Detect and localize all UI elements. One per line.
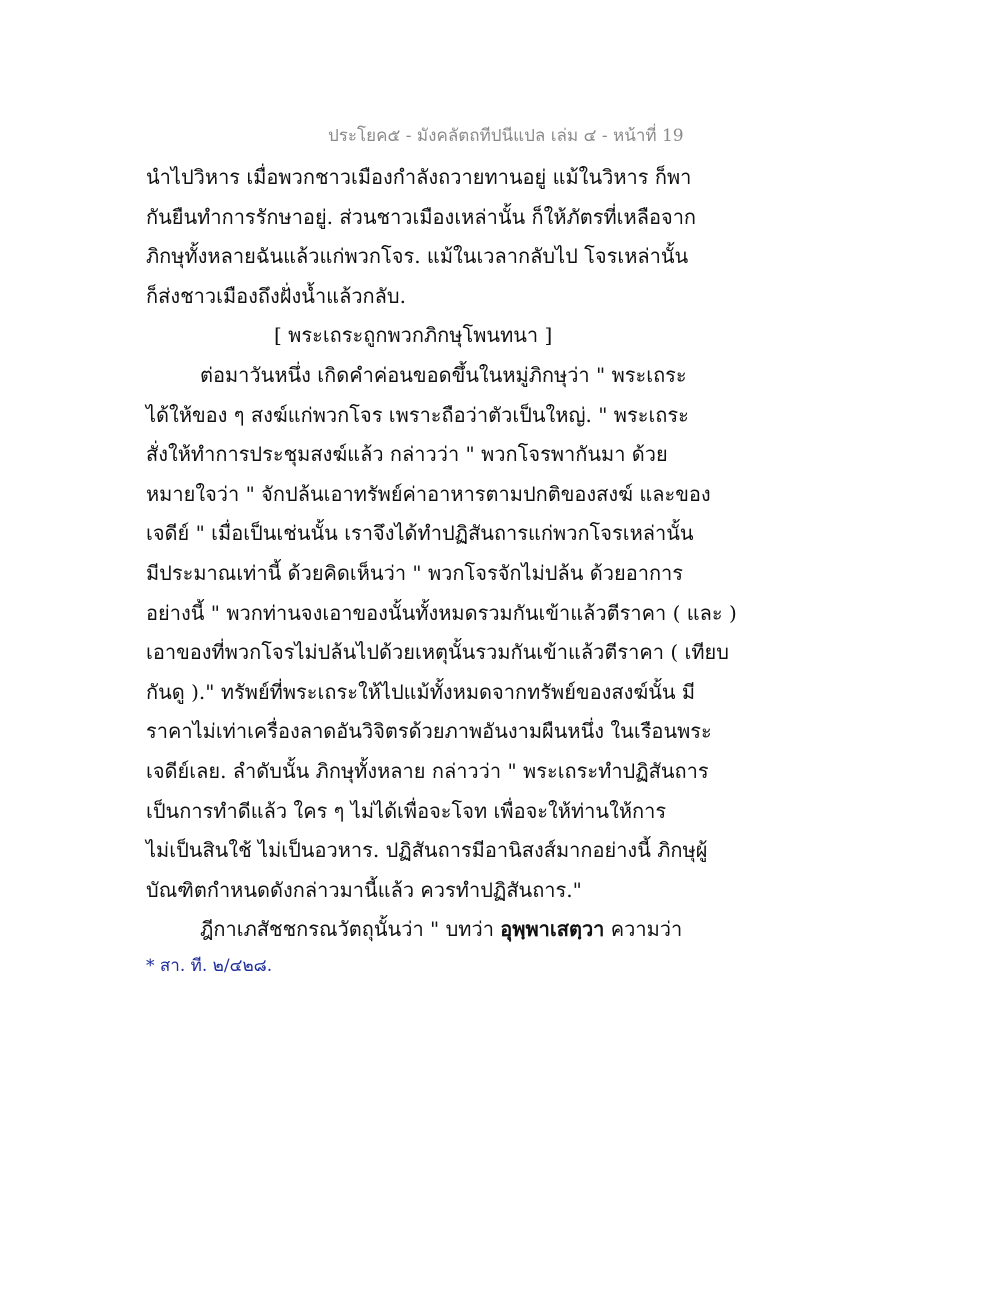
body-text [146, 158, 746, 950]
text-line: ก็ส่งชาวเมืองถึงฝั่งน้ำแล้วกลับ. [146, 283, 406, 308]
text-line: เจดีย์ " เมื่อเป็นเช่นนั้น เราจึงได้ทำปฏิสันถารแก่พวกโจรเหล่านั้น [146, 521, 694, 546]
text-line: เป็นการทำดีแล้ว ใคร ๆ ไม่ได้เพื่อจะโจท เพื่อจะให้ท่านให้การ [146, 798, 667, 823]
page-header: ประโยค๕ - มังคลัตถทีปนีแปล เล่ม ๔ - หน้าที่ 19 [328, 126, 684, 146]
text-line: เอาของที่พวกโจรไม่ปล้นไปด้วยเหตุนั้นรวมกันเข้าแล้วตีราคา ( เทียบ [146, 640, 729, 665]
text-line: ราคาไม่เท่าเครื่องลาดอันวิจิตรด้วยภาพอันงามผืนหนึ่ง ในเรือนพระ [146, 719, 712, 744]
text-segment: ความว่า [604, 917, 683, 942]
text-line: นำไปวิหาร เมื่อพวกชาวเมืองกำลังถวายทานอยู่ แม้ในวิหาร ก็พา [146, 165, 692, 189]
text-line: ภิกษุทั้งหลายฉันแล้วแก่พวกโจร. แม้ในเวลากลับไป โจรเหล่านั้น [146, 244, 689, 269]
text-line: กันดู )." ทรัพย์ที่พระเถระให้ไปแม้ทั้งหมดจากทรัพย์ของสงฆ์นั้น มี [146, 679, 696, 704]
text-line: กันยืนทำการรักษาอยู่. ส่วนชาวเมืองเหล่านั้น ก็ให้ภัตรที่เหลือจาก [146, 204, 697, 229]
pali-term-bold: อุพฺพาเสตฺวา [500, 917, 605, 942]
text-line-with-pali-term [146, 910, 746, 950]
text-line: หมายใจว่า " จักปล้นเอาทรัพย์ค่าอาหารตามปกติของสงฆ์ และของ [146, 481, 711, 506]
text-line: อย่างนี้ " พวกท่านจงเอาของนั้นทั้งหมดรวมกันเข้าแล้วตีราคา ( และ ) [146, 600, 737, 625]
text-line: ได้ให้ของ ๆ สงฆ์แก่พวกโจร เพราะถือว่าตัวเป็นใหญ่. " พระเถระ [146, 402, 689, 427]
text-line: เจดีย์เลย. ลำดับนั้น ภิกษุทั้งหลาย กล่าวว่า " พระเถระทำปฏิสันถาร [146, 758, 709, 783]
text-line: มีประมาณเท่านี้ ด้วยคิดเห็นว่า " พวกโจรจักไม่ปล้น ด้วยอาการ [146, 560, 684, 585]
text-line: ไม่เป็นสินใช้ ไม่เป็นอวหาร. ปฏิสันถารมีอานิสงส์มากอย่างนี้ ภิกษุผู้ [146, 838, 708, 863]
text-line: บัณฑิตกำหนดดังกล่าวมานี้แล้ว ควรทำปฏิสันถาร." [146, 877, 582, 902]
section-heading: [ พระเถระถูกพวกภิกษุโพนทนา ] [274, 323, 553, 348]
text-line: ต่อมาวันหนึ่ง เกิดคำค่อนขอดขึ้นในหมู่ภิกษุว่า " พระเถระ [200, 362, 687, 387]
text-segment: ฎีกาเภสัชชกรณวัตถุนั้นว่า " บทว่า [200, 917, 501, 942]
footnote: * สา. ที. ๒/๔๒๘. [146, 956, 273, 976]
text-line: สั่งให้ทำการประชุมสงฆ์แล้ว กล่าวว่า " พวกโจรพากันมา ด้วย [146, 442, 668, 467]
